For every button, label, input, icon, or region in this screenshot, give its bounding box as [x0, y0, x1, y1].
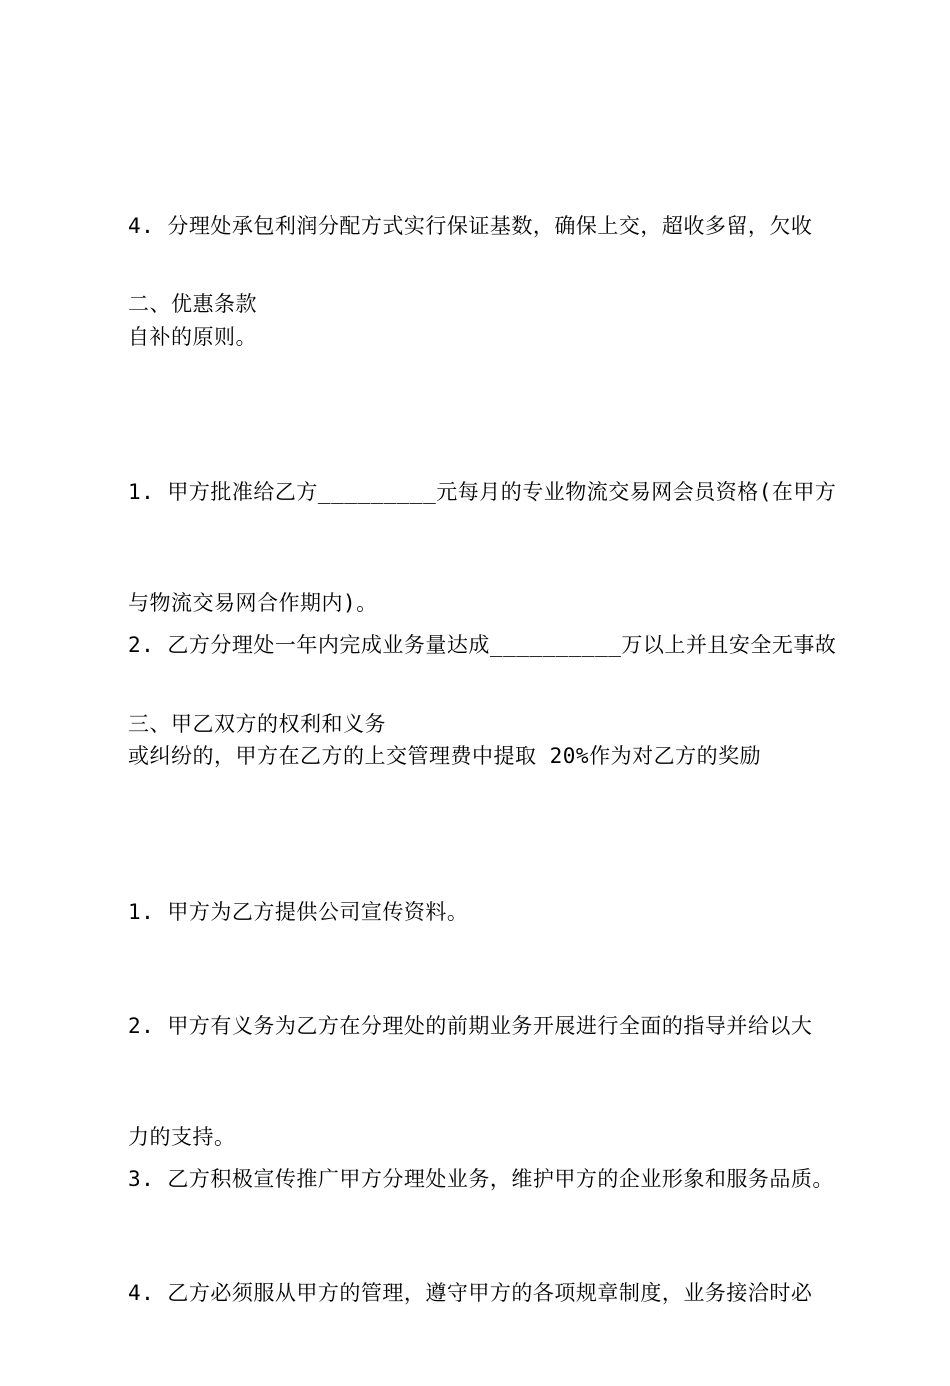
text-line: 或纠纷的，甲方在乙方的上交管理费中提取 20%作为对乙方的奖励 [128, 744, 762, 768]
heading-text: 三、甲乙双方的权利和义务 [128, 712, 386, 736]
text-line: 与物流交易网合作期内)。 [128, 591, 378, 615]
paragraph-business-reward [128, 553, 838, 849]
text-line: 4. 乙方必须服从甲方的管理，遵守甲方的各项规章制度，业务接洽时必 [128, 1281, 813, 1305]
text-line: 2. 乙方分理处一年内完成业务量达成__________万以上并且安全无事故 [128, 633, 837, 657]
text-line: 1. 甲方为乙方提供公司宣传资料。 [128, 900, 469, 924]
paragraph-profit-distribution [128, 134, 838, 430]
text-line: 1. 甲方批准给乙方_________元每月的专业物流交易网会员资格(在甲方 [128, 480, 837, 504]
heading-text: 二、优惠条款 [128, 292, 257, 316]
section-heading-rights-obligations [128, 706, 838, 743]
section-heading-preferential-terms [128, 286, 838, 323]
paragraph-management-compliance [128, 1201, 838, 1386]
text-line: 2. 甲方有义务为乙方在分理处的前期业务开展进行全面的指导并给以大 [128, 1014, 813, 1038]
text-line: 自补的原则。 [128, 325, 257, 349]
text-line: 力的支持。 [128, 1125, 236, 1149]
text-line: 3. 乙方积极宣传推广甲方分理处业务，维护甲方的企业形象和服务品质。 [128, 1167, 834, 1191]
text-line: 4. 分理处承包利润分配方式实行保证基数，确保上交，超收多留，欠收 [128, 214, 813, 238]
